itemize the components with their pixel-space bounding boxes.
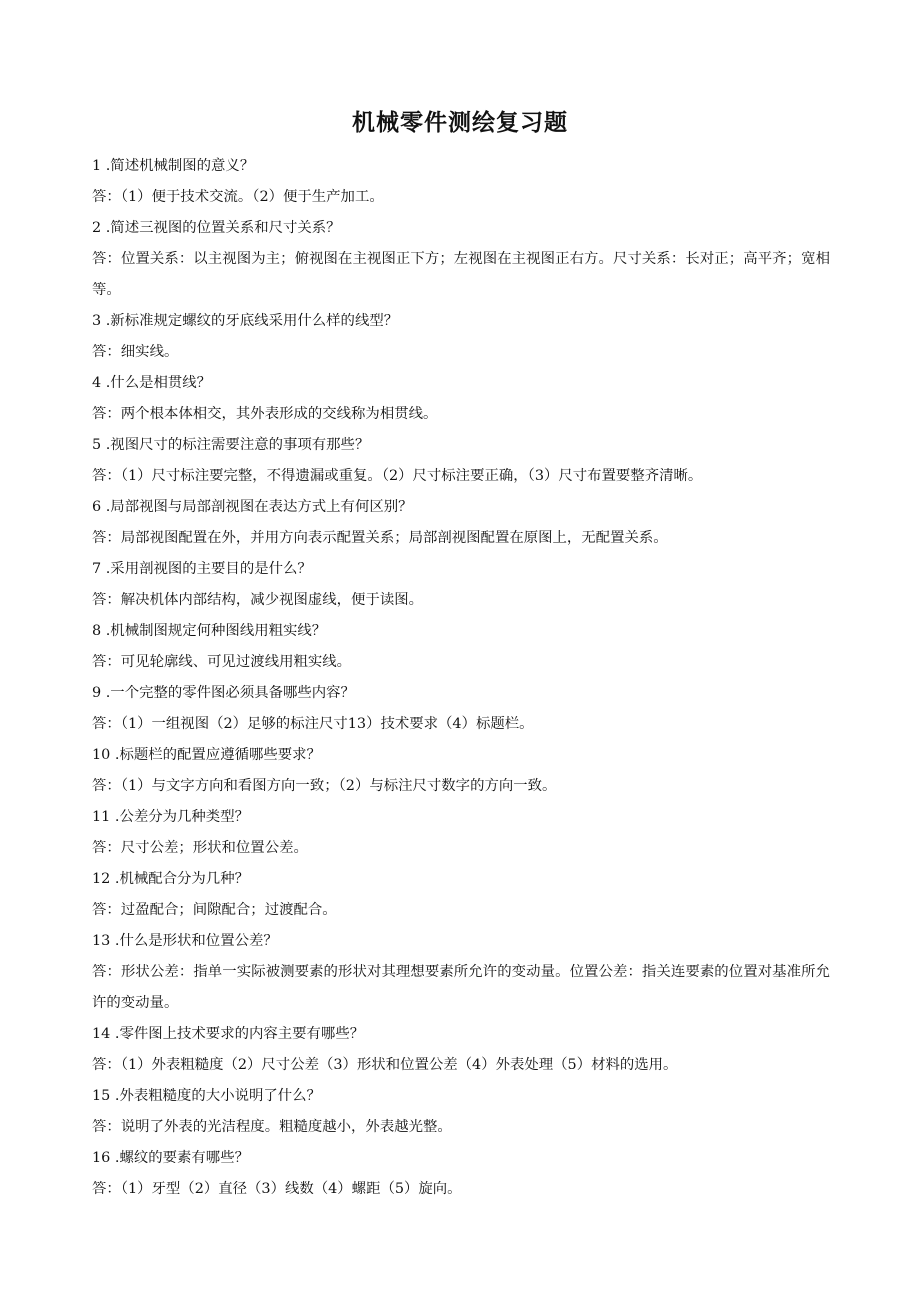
question-3: 3 .新标准规定螺纹的牙底线采用什么样的线型？	[92, 313, 399, 329]
answer-13: 答：形状公差：指单一实际被测要素的形状对其理想要素所允许的变动量。位置公差：指关连要素的位置对基准所允许的变动量。	[92, 964, 830, 1011]
question-7: 7 .采用剖视图的主要目的是什么？	[92, 561, 312, 577]
question-14: 14 .零件图上技术要求的内容主要有哪些？	[92, 1026, 365, 1042]
question-4: 4 .什么是相贯线？	[92, 375, 212, 391]
question-15: 15 .外表粗糙度的大小说明了什么？	[92, 1088, 321, 1104]
question-12: 12 .机械配合分为几种？	[92, 871, 249, 887]
question-8: 8 .机械制图规定何种图线用粗实线？	[92, 623, 327, 639]
answer-3: 答：细实线。	[92, 344, 179, 360]
question-11: 11 .公差分为几种类型？	[92, 809, 249, 825]
answer-6: 答：局部视图配置在外，并用方向表示配置关系；局部剖视图配置在原图上，无配置关系。	[92, 530, 668, 546]
answer-2: 答：位置关系：以主视图为主；俯视图在主视图正下方；左视图在主视图正右方。尺寸关系：长对正；高平齐；宽相等。	[92, 251, 830, 298]
question-9: 9 .一个完整的零件图必须具备哪些内容？	[92, 685, 355, 701]
answer-14: 答：（1）外表粗糙度（2）尺寸公差（3）形状和位置公差（4）外表处理（5）材料的选用。	[92, 1057, 678, 1073]
answer-7: 答：解决机体内部结构，减少视图虚线，便于读图。	[92, 592, 423, 608]
question-16: 16 .螺纹的要素有哪些？	[92, 1150, 249, 1166]
question-13: 13 .什么是形状和位置公差？	[92, 933, 278, 949]
question-1: 1 .简述机械制图的意义？	[92, 158, 255, 174]
answer-11: 答：尺寸公差；形状和位置公差。	[92, 840, 308, 856]
answer-15: 答：说明了外表的光洁程度。粗糙度越小，外表越光整。	[92, 1119, 452, 1135]
question-10: 10 .标题栏的配置应遵循哪些要求？	[92, 747, 321, 763]
question-5: 5 .视图尺寸的标注需要注意的事项有那些？	[92, 437, 370, 453]
answer-4: 答：两个根本体相交，其外表形成的交线称为相贯线。	[92, 406, 438, 422]
document-title: 机械零件测绘复习题	[352, 110, 568, 136]
question-2: 2 .简述三视图的位置关系和尺寸关系？	[92, 220, 341, 236]
answer-1: 答：（1）便于技术交流。（2）便于生产加工。	[92, 189, 384, 205]
answer-10: 答：（1）与文字方向和看图方向一致；（2）与标注尺寸数字的方向一致。	[92, 778, 557, 794]
answer-12: 答：过盈配合；间隙配合；过渡配合。	[92, 902, 337, 918]
answer-5: 答：（1）尺寸标注要完整，不得遗漏或重复。（2）尺寸标注要正确，（3）尺寸布置要整齐清晰。	[92, 468, 703, 484]
qa-list	[92, 151, 830, 1205]
question-6: 6 .局部视图与局部剖视图在表达方式上有何区别？	[92, 499, 413, 515]
answer-16: 答：（1）牙型（2）直径（3）线数（4）螺距（5）旋向。	[92, 1181, 462, 1197]
answer-9: 答：（1）一组视图（2）足够的标注尺寸13）技术要求（4）标题栏。	[92, 716, 534, 732]
answer-8: 答：可见轮廓线、可见过渡线用粗实线。	[92, 654, 352, 670]
